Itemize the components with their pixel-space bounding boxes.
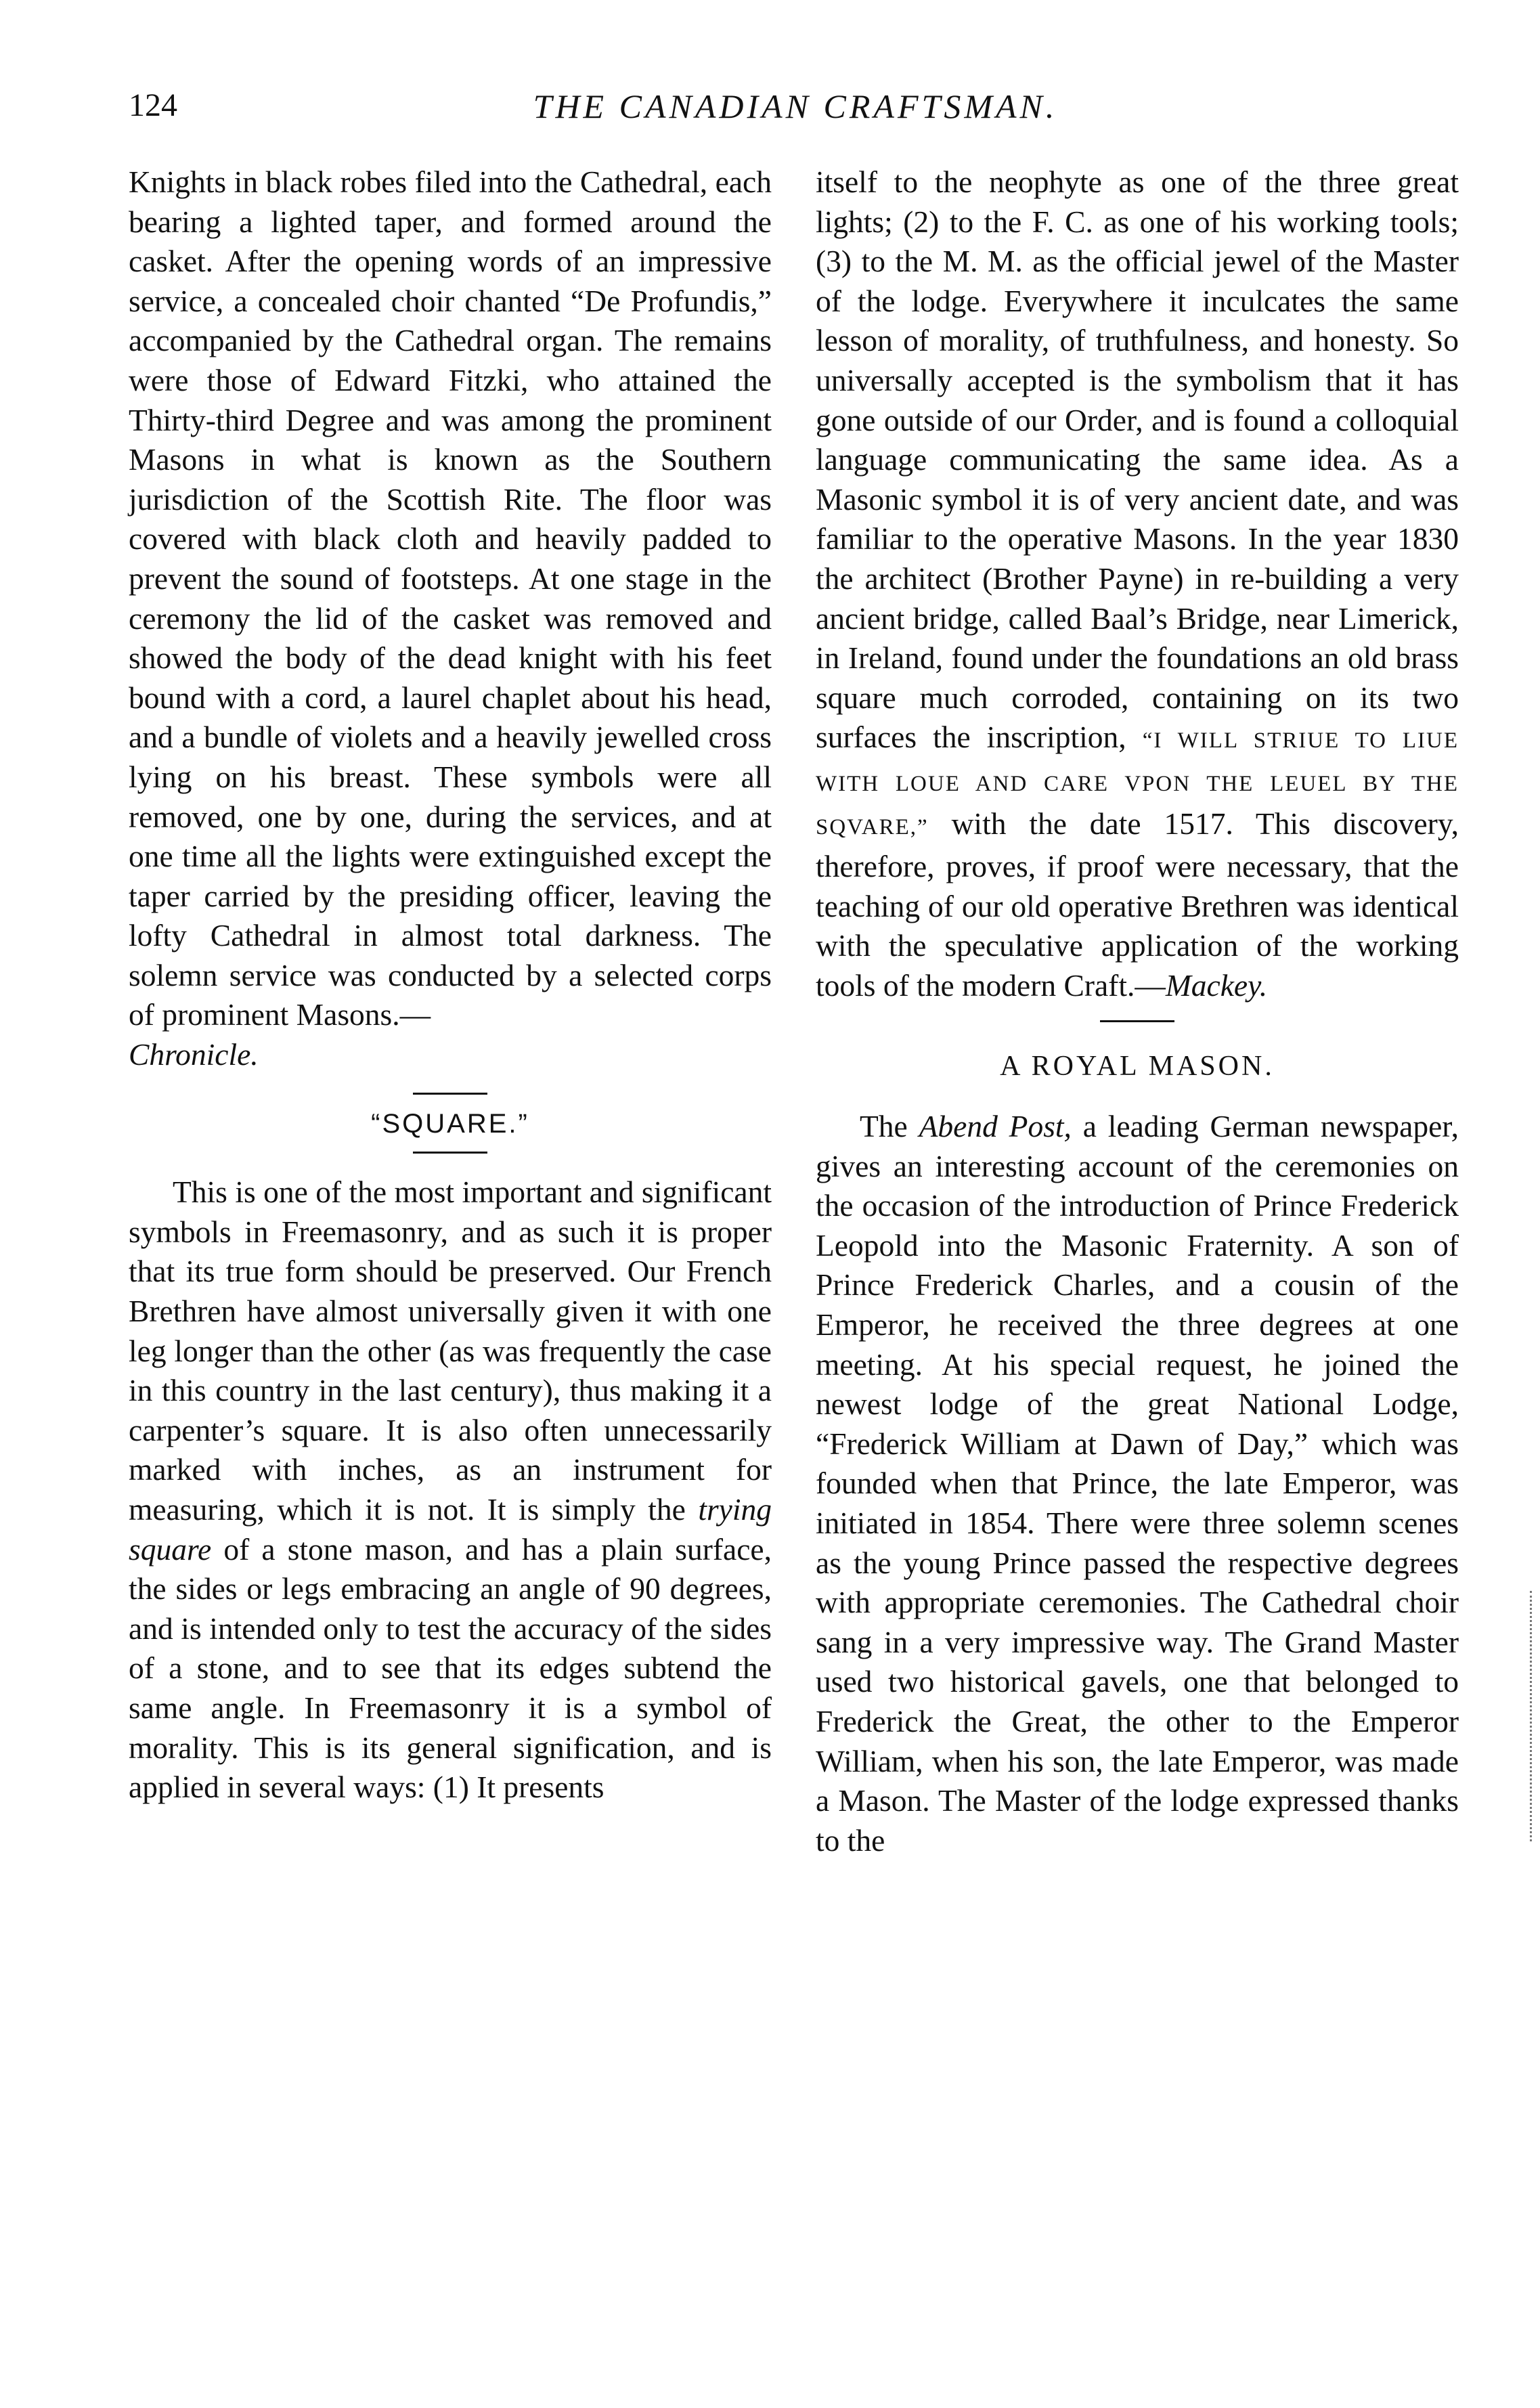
right-column bbox=[816, 162, 1459, 1860]
square-continued-part-1: itself to the neophyte as one of the three great lights; (2) to the F. C. as one of his working tools; (3) to the M. M. as the official jewel of the Master of the lodge. Everywhere it inculcates the same lesson of morality, of truthfulness, and honesty. So universally accepted is the symbolism that it has gone outside of our Order, and is found a colloquial language communicating the same idea. As a Masonic symbol it is of very ancient date, and was familiar to the operative Masons. In the year 1830 the architect (Brother Payne) in re-building a very ancient bridge, called Baal’s Bridge, near Limerick, in Ireland, found under the foundations an old brass square much corroded, containing on its two surfaces the inscription, bbox=[816, 165, 1459, 755]
square-continued-text bbox=[816, 162, 1459, 1005]
square-article-part-2: of a stone mason, and has a plain surface, the sides or legs embracing an angle of 90 degrees, and is intended only to test the accuracy of the sides of a stone, and to see that its edges subtend the same angle. In Freemasonry it is a symbol of morality. This is its general signification, and is applied in several ways: (1) It presents bbox=[129, 1531, 772, 1805]
royal-mason-start: The bbox=[860, 1109, 908, 1144]
funeral-article-source: Chronicle. bbox=[129, 1037, 259, 1072]
running-head bbox=[129, 87, 1462, 141]
journal-title: THE CANADIAN CRAFTSMAN. bbox=[533, 87, 1058, 125]
royal-mason-heading: A ROYAL MASON. bbox=[1000, 1051, 1275, 1082]
bridge-inscription: “I WILL STRIUE TO LIUE WITH LOUE AND CARE VPON THE LEUEL BY THE SQVARE,” bbox=[816, 728, 1459, 839]
royal-mason-text bbox=[816, 1107, 1459, 1860]
newspaper-name: Abend Post, bbox=[919, 1109, 1072, 1144]
square-continued-part-2: with the date 1517. This discovery, therefore, proves, if proof were necessary, that the teaching of our old operative Brethren was identical with the speculative application of the working tools of the modern Craft.— bbox=[816, 806, 1459, 1003]
funeral-article-text bbox=[129, 162, 772, 1075]
square-heading: “SQUARE.” bbox=[371, 1108, 529, 1139]
page-edge-marks bbox=[1530, 1591, 1534, 1841]
square-source: Mackey. bbox=[1165, 967, 1268, 1003]
heading-divider bbox=[413, 1152, 487, 1154]
square-article-emphasis: trying square bbox=[129, 1492, 772, 1567]
square-article-part-1: This is one of the most important and significant symbols in Freemasonry, and as such it is proper that its true form should be preserved. Our French Brethren have almost universally given it with one leg longer than the other (as was frequently the case in this country in the last century), thus making it a carpenter’s square. It is also often unnecessarily marked with inches, as an instrument for measuring, which it is not. It is simply the bbox=[129, 1175, 772, 1527]
royal-mason-body: a leading German newspaper, gives an interesting account of the ceremonies on the occasion of the introduction of Prince Frederick Leopold into the Masonic Fraternity. A son of Prince Frederick Charles, and a cousin of the Emperor, he received the three degrees at one meeting. At his special request, he joined the newest lodge of the great National Lodge, “Frederick William at Dawn of Day,” which was founded when that Prince, the late Emperor, was initiated in 1854. There were three solemn scenes as the young Prince passed the respective degrees with appropriate ceremonies. The Cathedral choir sang in a very impressive way. The Grand Master used two historical gavels, one that belonged to Frederick the Great, the other to the Emperor William, when his son, the late Emperor, was made a Mason. The Master of the lodge expressed thanks to the bbox=[816, 1109, 1459, 1858]
funeral-article-body: Knights in black robes filed into the Cathedral, each bearing a lighted taper, and formed around the casket. After the opening words of an impressive service, a concealed choir chanted “De Profundis,” accompanied by the Cathedral organ. The remains were those of Edward Fitzki, who attained the Thirty-third Degree and was among the prominent Masons in what is known as the Southern jurisdiction of the Scottish Rite. The floor was covered with black cloth and heavily padded to prevent the sound of footsteps. At one stage in the ceremony the lid of the casket was removed and showed the body of the dead knight with his feet bound with a cord, a laurel chaplet about his head, and a bundle of violets and a heavily jewelled cross lying on his breast. These symbols were all removed, one by one, during the services, and at one time all the lights were extinguished except the taper carried by the presiding officer, leaving the lofty Cathedral in almost total darkness. The solemn service was conducted by a selected corps of prominent Masons.— bbox=[129, 165, 772, 1032]
page-number: 124 bbox=[129, 87, 177, 123]
section-divider bbox=[413, 1093, 487, 1095]
square-article-text bbox=[129, 1173, 772, 1808]
section-divider bbox=[1100, 1020, 1174, 1022]
left-column bbox=[129, 162, 772, 1808]
